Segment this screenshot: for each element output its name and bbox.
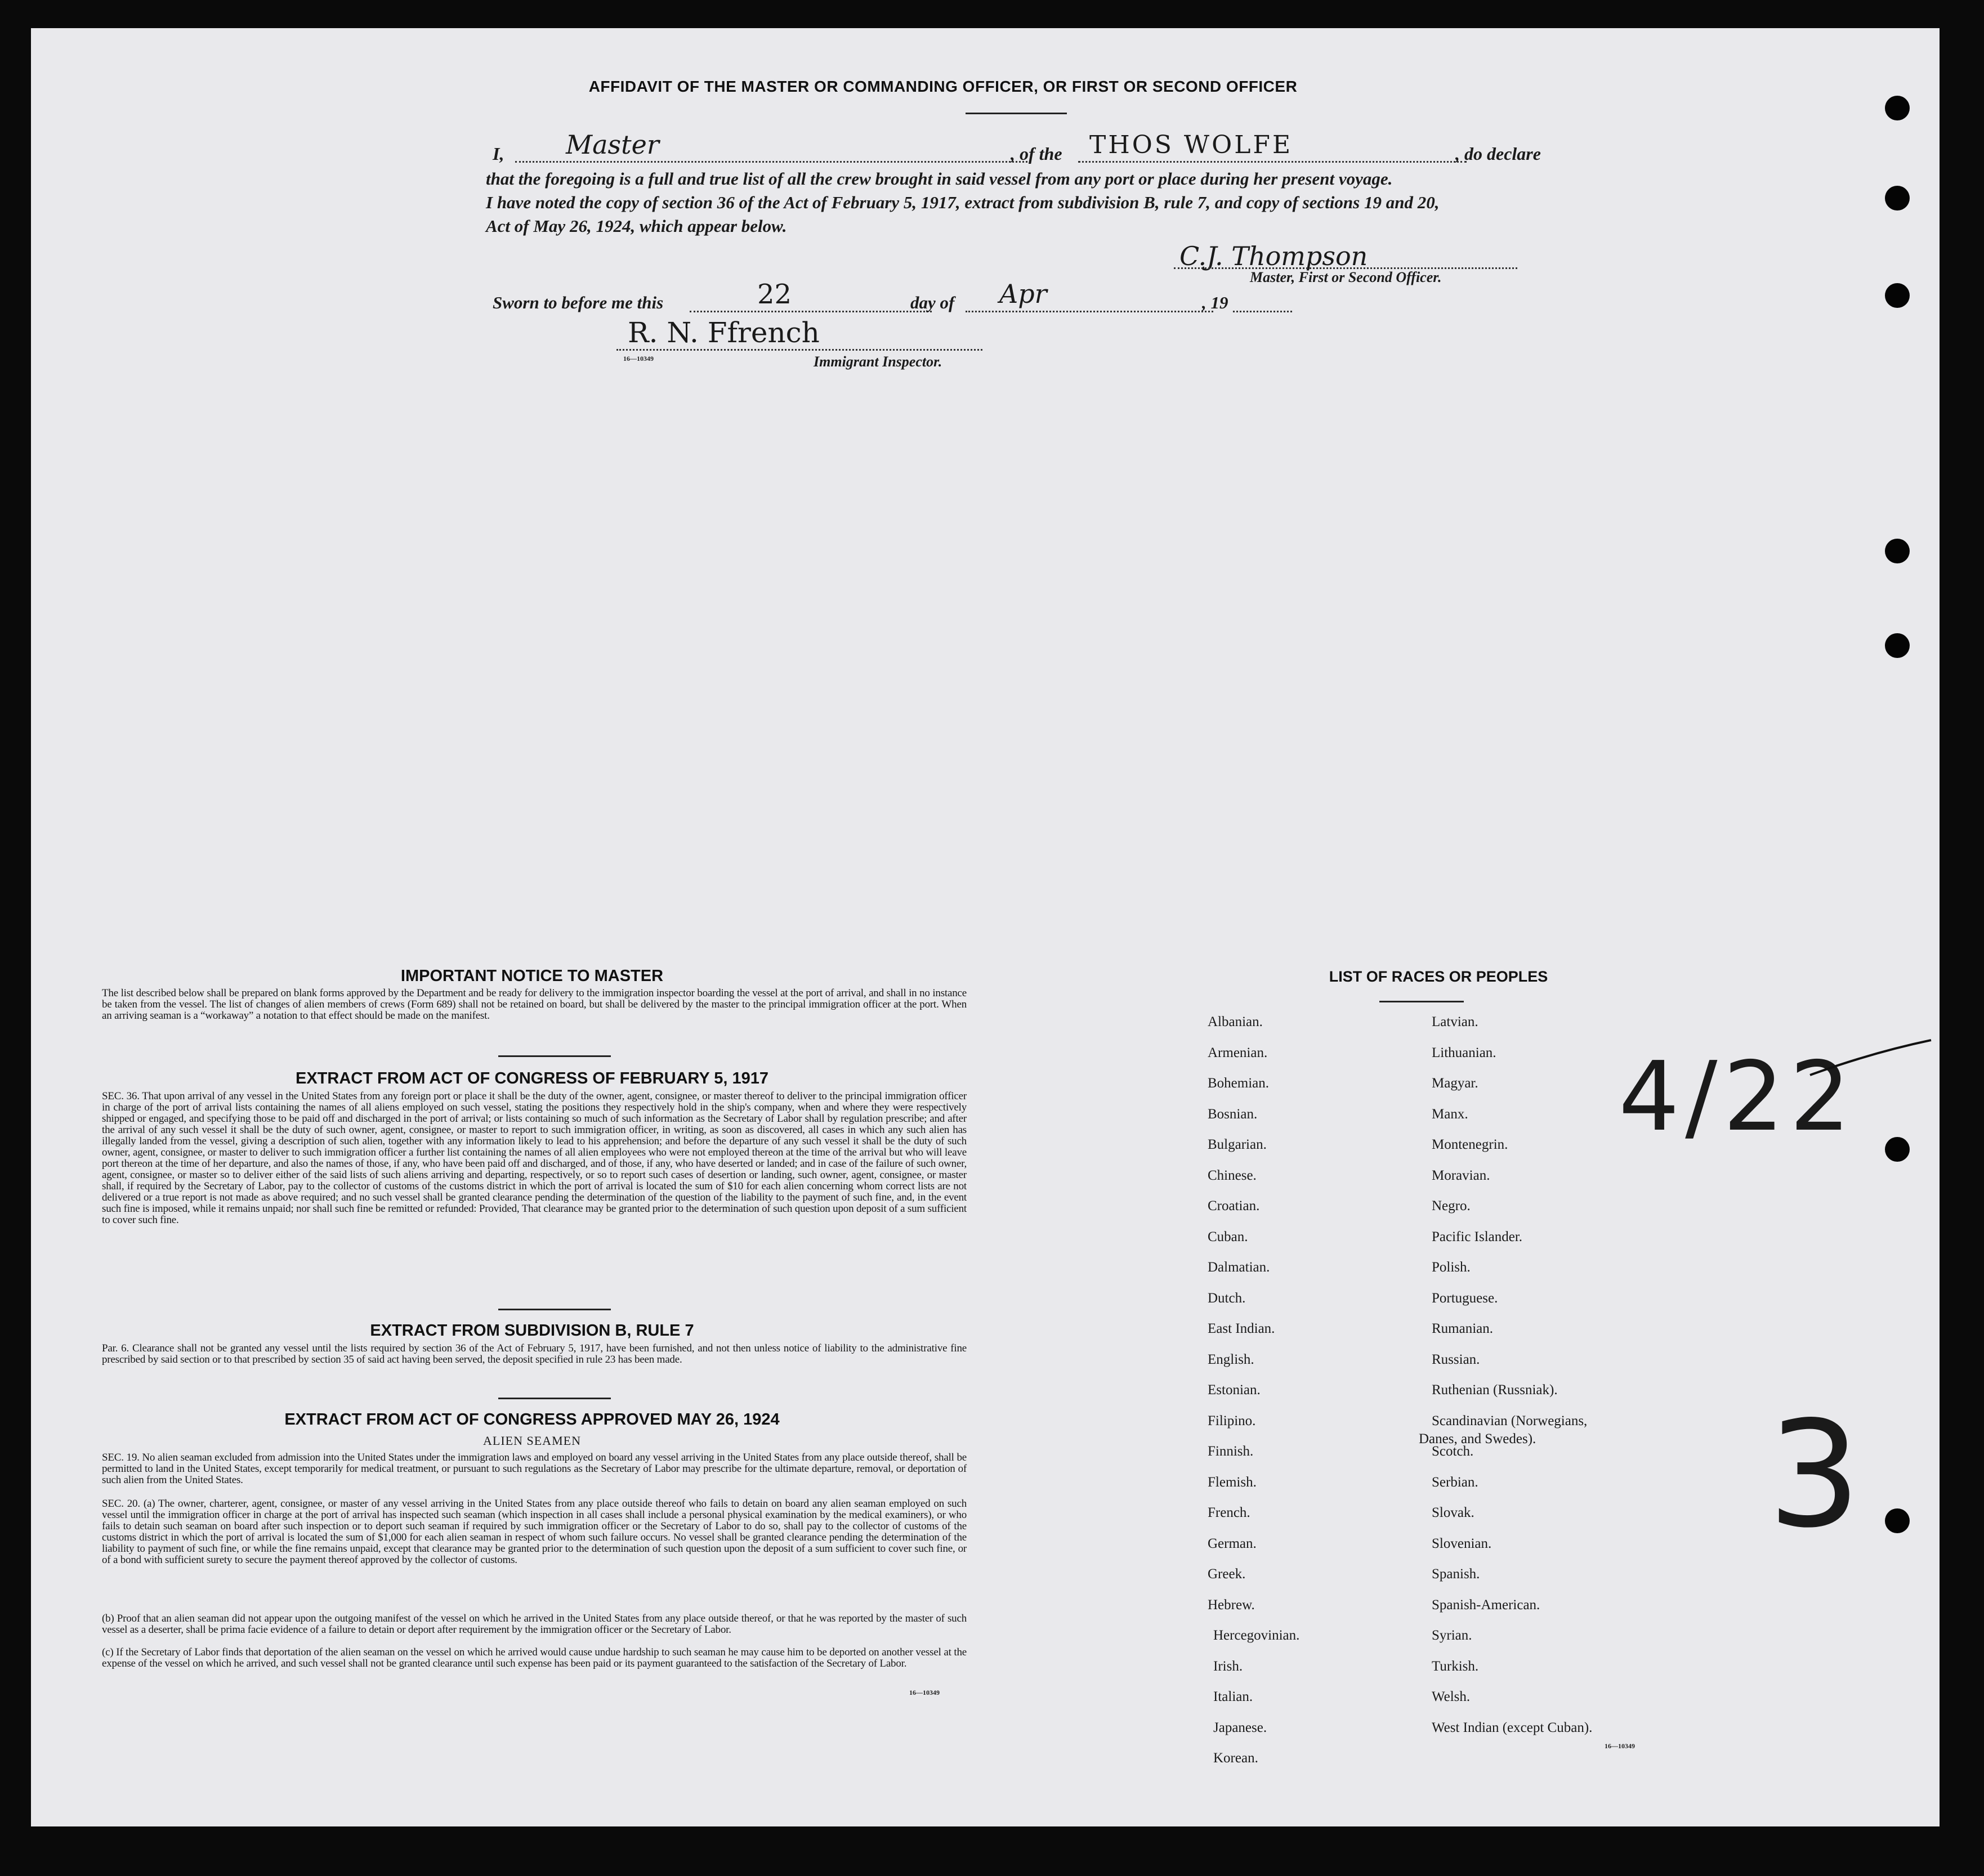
- divider-2: [498, 1309, 611, 1310]
- binder-hole: [1885, 283, 1910, 308]
- ship-name-handwriting: THOS WOLFE: [1089, 131, 1293, 159]
- affidavit-line-2: that the foregoing is a full and true list of all the crew brought in said vessel from any port or place during her present voyage.: [486, 169, 1393, 189]
- binder-hole: [1885, 186, 1910, 211]
- race-item: German.: [1208, 1535, 1257, 1551]
- binder-hole: [1885, 633, 1910, 658]
- race-item: Negro.: [1432, 1198, 1471, 1214]
- race-item: Russian.: [1432, 1351, 1480, 1367]
- race-item: Turkish.: [1432, 1658, 1479, 1674]
- race-item: Korean.: [1213, 1750, 1258, 1766]
- extract-rule7-body: Par. 6. Clearance shall not be granted any vessel until the lists required by section 36 of the Act of February 5, 1917, have been furnished, and not then unless notice of liability to the administrative fine prescribed by said section or to that prescribed by section 35 of said act having been served, the deposit specified in rule 23 has been made.: [102, 1342, 967, 1365]
- inspector-caption: Immigrant Inspector.: [814, 353, 942, 370]
- document-page: [31, 28, 1940, 1826]
- race-item: Armenian.: [1208, 1045, 1268, 1060]
- race-item: Serbian.: [1432, 1474, 1478, 1490]
- race-item: Welsh.: [1432, 1689, 1471, 1704]
- race-item: Croatian.: [1208, 1198, 1260, 1214]
- race-item: Scandinavian (Norwegians,: [1432, 1413, 1588, 1429]
- notice-title: IMPORTANT NOTICE TO MASTER: [400, 967, 664, 985]
- race-item: Montenegrin.: [1432, 1137, 1508, 1152]
- binder-hole: [1885, 96, 1910, 120]
- notice-body: The list described below shall be prepared on blank forms approved by the Department and be ready for delivery to the immigration inspector boarding the vessel at the port of arrival, and shall in no instance be taken from the vessel. The list of changes of alien members of crews (Form 689) shall not be retained on board, but shall be delivered by the master to the principal immigration officer at the port. When an arriving seaman is a “workaway” a notation to that effect should be made on the manifest.: [102, 987, 967, 1022]
- race-item: Italian.: [1213, 1689, 1253, 1704]
- race-item: Bohemian.: [1208, 1076, 1270, 1091]
- of-the-label: , of the: [1011, 144, 1062, 164]
- inspector-signature: R. N. Ffrench: [628, 316, 820, 349]
- races-divider: [1379, 1001, 1464, 1002]
- races-form-number: 16—10349: [1605, 1742, 1635, 1750]
- race-item: Manx.: [1432, 1106, 1468, 1122]
- race-item: Flemish.: [1208, 1474, 1257, 1490]
- race-item: Slovenian.: [1432, 1535, 1492, 1551]
- race-item: Polish.: [1432, 1260, 1471, 1275]
- extract-1917-title: EXTRACT FROM ACT OF CONGRESS OF FEBRUARY 5, 1917: [295, 1069, 769, 1087]
- inspector-form-number: 16—10349: [623, 355, 654, 362]
- race-item: Hebrew.: [1208, 1597, 1255, 1613]
- race-item: Filipino.: [1208, 1413, 1256, 1429]
- race-item: Bosnian.: [1208, 1106, 1258, 1122]
- year-label: , 19: [1202, 293, 1228, 312]
- sec20c-body: (c) If the Secretary of Labor finds that deportation of the alien seaman on the vessel on which he arrived would cause undue hardship to such seaman he may cause him to be deported on another vessel at the expense of the vessel on which he arrived, and such vessel shall not be granted clearance until such expense has been paid or its payment guaranteed to the satisfaction of the Secretary of Labor.: [102, 1646, 967, 1669]
- divider-1: [498, 1055, 611, 1057]
- race-item: Bulgarian.: [1208, 1137, 1267, 1152]
- race-item: Magyar.: [1432, 1076, 1478, 1091]
- race-item: Syrian.: [1432, 1628, 1472, 1643]
- master-field-line: [515, 161, 1027, 163]
- race-item: Irish.: [1213, 1658, 1243, 1674]
- races-title: LIST OF RACES OR PEOPLES: [1329, 968, 1548, 985]
- race-item: Danes, and Swedes).: [1419, 1431, 1536, 1447]
- page-number-annotation: 3: [1768, 1390, 1861, 1560]
- month-handwriting: Apr: [999, 279, 1047, 309]
- race-item: Ruthenian (Russniak).: [1432, 1382, 1558, 1398]
- race-item: French.: [1208, 1505, 1250, 1520]
- race-item: Rumanian.: [1432, 1321, 1494, 1336]
- race-item: Hercegovinian.: [1213, 1628, 1300, 1643]
- race-item: Spanish.: [1432, 1566, 1480, 1582]
- binder-hole: [1885, 539, 1910, 563]
- master-handwriting: Master: [566, 129, 659, 160]
- extract-rule7-title: EXTRACT FROM SUBDIVISION B, RULE 7: [370, 1322, 694, 1340]
- race-item: West Indian (except Cuban).: [1432, 1720, 1593, 1735]
- race-item: Moravian.: [1432, 1167, 1490, 1183]
- race-item: Spanish-American.: [1432, 1597, 1540, 1613]
- race-item: East Indian.: [1208, 1321, 1275, 1336]
- extract-1924-title: EXTRACT FROM ACT OF CONGRESS APPROVED MAY 26, 1924: [284, 1411, 780, 1429]
- race-item: English.: [1208, 1351, 1254, 1367]
- race-item: Cuban.: [1208, 1229, 1248, 1244]
- race-item: Lithuanian.: [1432, 1045, 1496, 1060]
- race-item: Scotch.: [1432, 1444, 1474, 1459]
- title-divider: [966, 113, 1067, 114]
- race-item: Latvian.: [1432, 1014, 1478, 1029]
- race-item: Greek.: [1208, 1566, 1246, 1582]
- sec20a-body: SEC. 20. (a) The owner, charterer, agent, consignee, or master of any vessel arriving in the United States from any place outside thereof who fails to detain on board any alien seaman employed on such vessel until the immigration officer in charge at the port of arrival has inspected such seaman (which inspection in all cases shall include a personal physical examination by the medical examiners), or who fails to detain such seaman on board after such inspection or to deport such seaman if required by such immigration officer or the Secretary of Labor to do so, shall pay to the collector of customs of the customs district in which the port of arrival is located the sum of $1,000 for each alien seaman in respect of whom such failure occurs. No vessel shall be granted clearance pending the determination of the liability to payment of such fine, or while the fine remains unpaid, except that clearance may be granted prior to the determination of such question upon the deposit of a sum sufficient to cover such fine, or of a bond with sufficient surety to secure the payment thereof approved by the collector of customs.: [102, 1498, 967, 1566]
- binder-hole: [1885, 1508, 1910, 1533]
- affidavit-line-4: Act of May 26, 1924, which appear below.: [486, 216, 787, 236]
- day-of-label: day of: [910, 293, 955, 312]
- race-item: Portuguese.: [1432, 1290, 1498, 1306]
- race-item: Japanese.: [1213, 1720, 1267, 1735]
- sec19-body: SEC. 19. No alien seaman excluded from admission into the United States under the immigration laws and employed on board any vessel arriving in the United States from any place outside thereof, shall be permitted to land in the United States, except temporarily for medical treatment, or pursuant to such regulations as the Secretary of Labor may prescribe for the ultimate departure, removal, or deportation of such alien from the United States.: [102, 1452, 967, 1486]
- affidavit-title: AFFIDAVIT OF THE MASTER OR COMMANDING OFFICER, OR FIRST OR SECOND OFFICER: [588, 78, 1298, 95]
- ship-field-line: [1078, 161, 1467, 163]
- month-field-line: [966, 311, 1213, 312]
- affidavit-line-3: I have noted the copy of section 36 of the Act of February 5, 1917, extract from subdivision B, rule 7, and copy of sections 19 and 20,: [486, 192, 1440, 212]
- extract-form-number: 16—10349: [909, 1689, 940, 1696]
- sworn-label: Sworn to before me this: [493, 293, 664, 312]
- day-field-line: [690, 311, 932, 312]
- extract-1917-body: SEC. 36. That upon arrival of any vessel in the United States from any foreign port or place it shall be the duty of the owner, agent, consignee, or master thereof to deliver to the principal immigration officer in charge of the port of arrival lists containing the names of all aliens employed on such vessel, stating the positions they respectively hold in the ship's company, when and where they were respectively shipped or engaged, and specifying those to be paid off and discharged in the port of arrival; or lists containing so much of such information as the Secretary of Labor shall by regulation prescribe; and after the arrival of any such vessel it shall be the duty of such owner, agent, consignee, or master to report to such immigration officer, in writing, as soon as discovered, all cases in which any such alien has illegally landed from the vessel, giving a description of such alien, together with any information likely to lead to his apprehension; and before the departure of any such vessel it shall be the duty of such owner, agent, consignee, or master to deliver to such immigration officer a further list containing the names of all alien employees who were not employed thereon at the time of the arrival but who will leave port thereon at the time of her departure, and also the names of those, if any, who have been paid off and discharged, and of those, if any, who have deserted or landed; and in case of the failure of such owner, agent, consignee, or master so to deliver either of the said lists of such aliens arriving and departing, respectively, or so to report such cases of desertion or landing, such owner, agent, consignee, or master shall, if required by the Secretary of Labor, pay to the collector of customs of the customs district in which the port of arrival is located the sum of $10 for each alien concerning whom correct lists are not delivered or a true report is not made as above required; and no such vessel shall be granted clearance pending the determination of the question of the liability to the payment of such fine, and, in the event such fine is imposed, while it remains unpaid; nor shall such fine be remitted or refunded: Provided, That clearance may be granted prior to the determination of such question upon deposit of a sum sufficient to cover such fine.: [102, 1090, 967, 1226]
- date-annotation: 4/22: [1619, 1041, 1856, 1153]
- day-handwriting: 22: [757, 279, 792, 310]
- race-item: Dutch.: [1208, 1290, 1246, 1306]
- date-annotation-flourish: [1804, 1036, 1934, 1081]
- signature-caption: Master, First or Second Officer.: [1250, 269, 1442, 285]
- race-item: Albanian.: [1208, 1014, 1263, 1029]
- extract-1924-subtitle: ALIEN SEAMEN: [483, 1434, 581, 1448]
- declare-label: , do declare: [1455, 144, 1541, 164]
- race-item: Chinese.: [1208, 1167, 1257, 1183]
- binder-hole: [1885, 1137, 1910, 1162]
- inspector-line: [616, 349, 982, 351]
- year-field-line: [1233, 311, 1292, 312]
- race-item: Estonian.: [1208, 1382, 1261, 1398]
- i-label: I,: [493, 144, 504, 164]
- race-item: Finnish.: [1208, 1444, 1254, 1459]
- master-signature: C.J. Thompson: [1179, 241, 1368, 271]
- race-item: Dalmatian.: [1208, 1260, 1270, 1275]
- race-item: Slovak.: [1432, 1505, 1474, 1520]
- sec20b-body: (b) Proof that an alien seaman did not appear upon the outgoing manifest of the vessel on which he arrived in the United States from any place outside thereof, or that he was reported by the master of such vessel as a deserter, shall be prima facie evidence of a failure to detain or deport after requirement by the immigration officer or the Secretary of Labor.: [102, 1613, 967, 1636]
- divider-3: [498, 1398, 611, 1399]
- race-item: Pacific Islander.: [1432, 1229, 1523, 1244]
